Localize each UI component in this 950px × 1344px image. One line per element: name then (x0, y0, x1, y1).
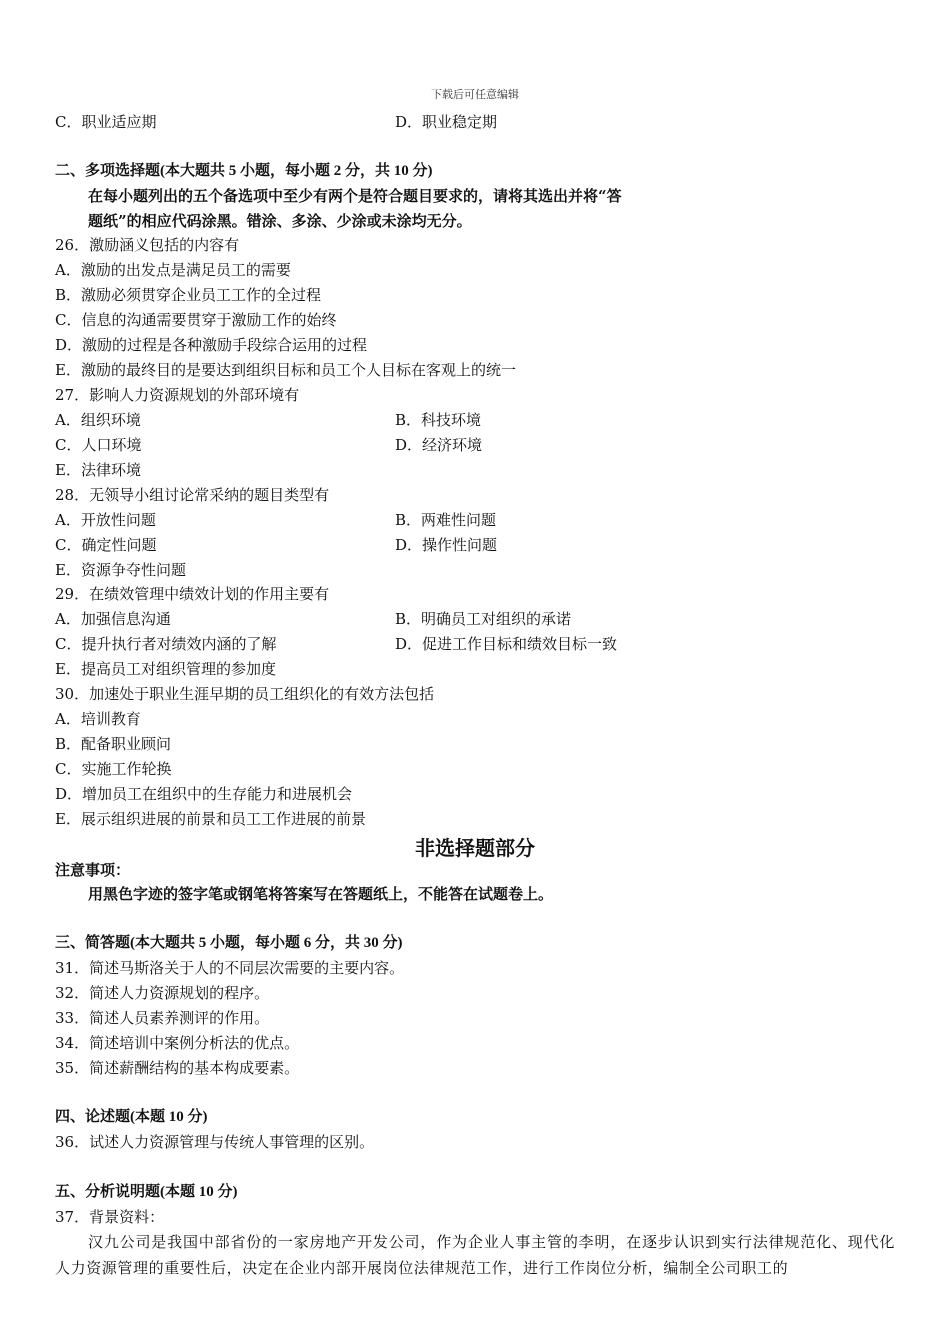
q26-option-c: C．信息的沟通需要贯穿于激励工作的始终 (55, 311, 337, 329)
q29-stem: 29．在绩效管理中绩效计划的作用主要有 (55, 585, 330, 603)
q35: 35．简述薪酬结构的基本构成要素。 (55, 1059, 300, 1077)
section4-title: 四、论述题(本题 10 分) (55, 1109, 208, 1125)
q27-stem: 27．影响人力资源规划的外部环境有 (55, 386, 300, 404)
q26-option-e: E．激励的最终目的是要达到组织目标和员工个人目标在客观上的统一 (55, 361, 516, 379)
q27-option-b: B．科技环境 (395, 411, 482, 429)
download-note: 下载后可任意编辑 (431, 88, 519, 101)
q28-option-e: E．资源争夺性问题 (55, 561, 186, 579)
q25-option-d: D．职业稳定期 (395, 113, 498, 131)
q26-option-b: B．激励必须贯穿企业员工工作的全过程 (55, 286, 322, 304)
section2-instruction-1: 在每小题列出的五个备选项中至少有两个是符合题目要求的，请将其选出并将“答 (88, 187, 622, 205)
q28-option-d: D．操作性问题 (395, 536, 498, 554)
section5-title: 五、分析说明题(本题 10 分) (55, 1184, 238, 1200)
q30-stem: 30．加速处于职业生涯早期的员工组织化的有效方法包括 (55, 685, 435, 703)
q30-option-c: C．实施工作轮换 (55, 760, 172, 778)
q29-option-c: C．提升执行者对绩效内涵的了解 (55, 635, 277, 653)
q29-option-d: D．促进工作目标和绩效目标一致 (395, 635, 618, 653)
q28-option-c: C．确定性问题 (55, 536, 157, 554)
section2-title: 二、多项选择题(本大题共 5 小题，每小题 2 分，共 10 分) (55, 163, 433, 179)
q30-option-e: E．展示组织进展的前景和员工工作进展的前景 (55, 810, 366, 828)
q37-background-paragraph: 汉九公司是我国中部省份的一家房地产开发公司，作为企业人事主管的李明，在逐步认识到实行法律规范化、现代化人力资源管理的重要性后，决定在企业内部开展岗位法律规范工作，进行工作岗位分析，编制全公司职工的 (55, 1233, 895, 1277)
q31: 31．简述马斯洛关于人的不同层次需要的主要内容。 (55, 959, 405, 977)
q36: 36．试述人力资源管理与传统人事管理的区别。 (55, 1133, 375, 1151)
nonchoice-title: 非选择题部分 (415, 836, 535, 860)
q27-option-d: D．经济环境 (395, 436, 483, 454)
q25-option-c: C．职业适应期 (55, 113, 157, 131)
q26-option-a: A．激励的出发点是满足员工的需要 (55, 261, 291, 279)
q30-option-b: B．配备职业顾问 (55, 735, 172, 753)
q27-option-c: C．人口环境 (55, 436, 142, 454)
q28-option-a: A．开放性问题 (55, 511, 156, 529)
q26-stem: 26．激励涵义包括的内容有 (55, 236, 240, 254)
q27-option-a: A．组织环境 (55, 411, 141, 429)
q32: 32．简述人力资源规划的程序。 (55, 984, 270, 1002)
q33: 33．简述人员素养测评的作用。 (55, 1009, 270, 1027)
q29-option-a: A．加强信息沟通 (55, 610, 171, 628)
notice-text: 用黑色字迹的签字笔或钢笔将答案写在答题纸上，不能答在试题卷上。 (88, 885, 554, 903)
q28-stem: 28．无领导小组讨论常采纳的题目类型有 (55, 486, 330, 504)
q34: 34．简述培训中案例分析法的优点。 (55, 1034, 300, 1052)
q28-option-b: B．两难性问题 (395, 511, 497, 529)
q26-option-d: D．激励的过程是各种激励手段综合运用的过程 (55, 336, 368, 354)
q30-option-a: A．培训教育 (55, 710, 141, 728)
section3-title: 三、简答题(本大题共 5 小题，每小题 6 分，共 30 分) (55, 935, 403, 951)
q37: 37．背景资料： (55, 1208, 165, 1226)
notice-label: 注意事项： (55, 861, 131, 879)
q29-option-e: E．提高员工对组织管理的参加度 (55, 660, 276, 678)
section2-instruction-2: 题纸”的相应代码涂黑。错涂、多涂、少涂或未涂均无分。 (88, 212, 472, 230)
q29-option-b: B．明确员工对组织的承诺 (395, 610, 572, 628)
q30-option-d: D．增加员工在组织中的生存能力和进展机会 (55, 785, 353, 803)
q27-option-e: E．法律环境 (55, 461, 141, 479)
